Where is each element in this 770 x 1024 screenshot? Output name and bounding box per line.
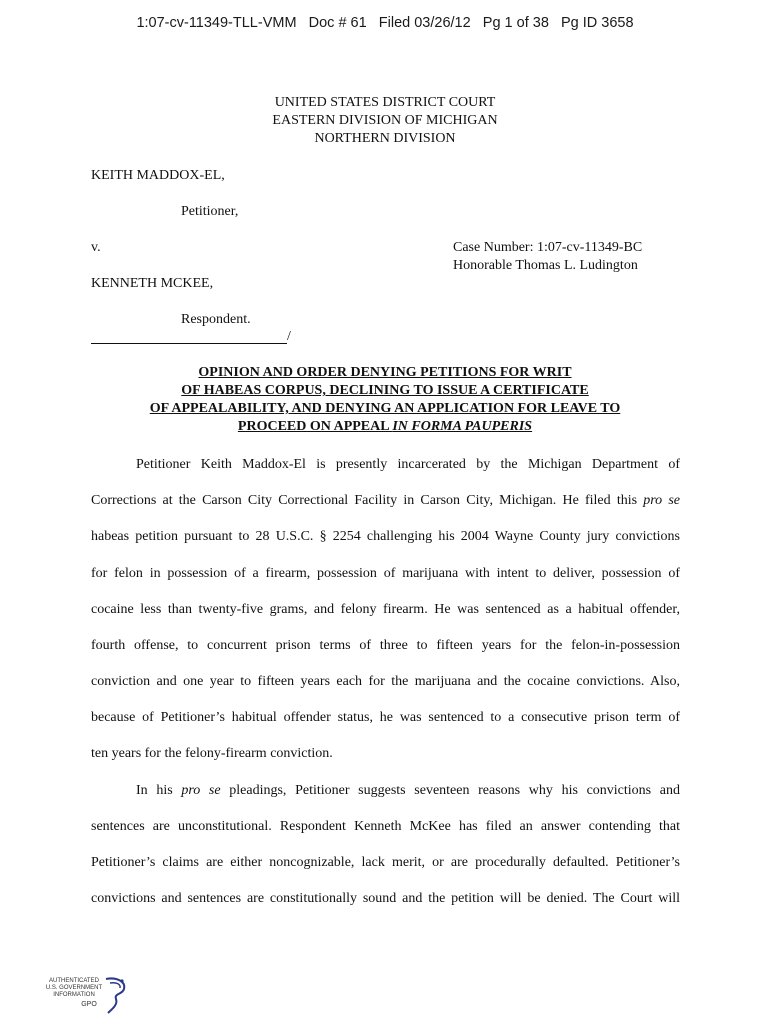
p1-line-9: ten years for the felony-firearm conviction.	[91, 746, 333, 761]
petitioner-role: Petitioner,	[181, 204, 239, 219]
header-doc: Doc # 61	[308, 15, 367, 31]
p1-line-3: habeas petition pursuant to 28 U.S.C. § 2254 challenging his 2004 Wayne County jury convictions	[91, 529, 680, 544]
title-line-3: OF APPEALABILITY, AND DENYING AN APPLICATION FOR LEAVE TO	[149, 401, 621, 416]
p1-line-4: for felon in possession of a firearm, possession of marijuana with intent to deliver, possession of	[91, 566, 680, 581]
p2-line-1-text-c: pleadings, Petitioner suggests seventeen reasons why his convictions and	[220, 783, 680, 798]
header-pgid: Pg ID 3658	[560, 15, 634, 31]
p2-line-3: Petitioner’s claims are either noncognizable, lack merit, or are procedurally defaulted. Petitioner’s	[91, 855, 680, 870]
gpo-authentication-seal	[44, 975, 134, 1015]
versus: v.	[91, 240, 101, 255]
p1-line-8: because of Petitioner’s habitual offender status, he was sentenced to a consecutive prison term of	[91, 710, 680, 725]
p2-line-1-italic: pro se	[181, 783, 221, 798]
respondent-role: Respondent.	[181, 312, 251, 327]
header-case-ref: 1:07-cv-11349-TLL-VMM	[136, 15, 297, 31]
p1-line-1: Petitioner Keith Maddox-El is presently incarcerated by the Michigan Department of	[136, 457, 680, 472]
p2-line-1-text-a: In his	[136, 783, 182, 798]
p1-line-6: fourth offense, to concurrent prison terms of three to fifteen years for the felon-in-possession	[91, 638, 680, 653]
judge-name: Honorable Thomas L. Ludington	[453, 258, 638, 273]
court-line-1: UNITED STATES DISTRICT COURT	[274, 95, 496, 110]
eagle-icon	[102, 975, 130, 1015]
caption-slash: /	[287, 329, 291, 344]
document-title	[0, 364, 770, 436]
p2-line-4: convictions and sentences are constitutionally sound and the petition will be denied. The Court will	[91, 891, 680, 906]
gpo-line-1: AUTHENTICATED	[49, 978, 99, 984]
title-line-2: OF HABEAS CORPUS, DECLINING TO ISSUE A CERTIFICATE	[181, 383, 589, 398]
p1-line-7: conviction and one year to fifteen years each for the marijuana and the cocaine convictions. Also,	[91, 674, 680, 689]
gpo-line-3: INFORMATION	[53, 992, 95, 998]
title-line-4-text: PROCEED ON APPEAL	[237, 419, 393, 434]
court-heading	[0, 94, 770, 148]
p2-line-2: sentences are unconstitutional. Respondent Kenneth McKee has filed an answer contending that	[91, 819, 680, 834]
title-line-1: OPINION AND ORDER DENYING PETITIONS FOR WRIT	[198, 365, 572, 380]
p1-line-2	[91, 492, 680, 510]
p1-line-5: cocaine less than twenty-five grams, and felony firearm. He was sentenced as a habitual offender,	[91, 602, 680, 617]
case-number: Case Number: 1:07-cv-11349-BC	[453, 240, 643, 255]
ecf-header	[0, 15, 770, 31]
court-line-2: EASTERN DIVISION OF MICHIGAN	[272, 113, 498, 128]
p2-line-1	[91, 782, 680, 800]
court-line-3: NORTHERN DIVISION	[314, 131, 456, 146]
gpo-line-4: GPO	[81, 1001, 97, 1008]
p1-line-2-text: Corrections at the Carson City Correctional Facility in Carson City, Michigan. He filed this	[91, 493, 644, 508]
title-line-4	[0, 418, 770, 436]
header-filed: Filed 03/26/12	[378, 15, 471, 31]
header-page: Pg 1 of 38	[482, 15, 549, 31]
title-line-4-italic: IN FORMA PAUPERIS	[392, 419, 533, 434]
respondent-name: KENNETH MCKEE,	[91, 276, 214, 291]
petitioner-name: KEITH MADDOX-EL,	[91, 168, 225, 183]
p1-line-2-italic: pro se	[643, 493, 680, 508]
gpo-line-2: U.S. GOVERNMENT	[45, 985, 103, 991]
caption-rule	[91, 343, 287, 344]
